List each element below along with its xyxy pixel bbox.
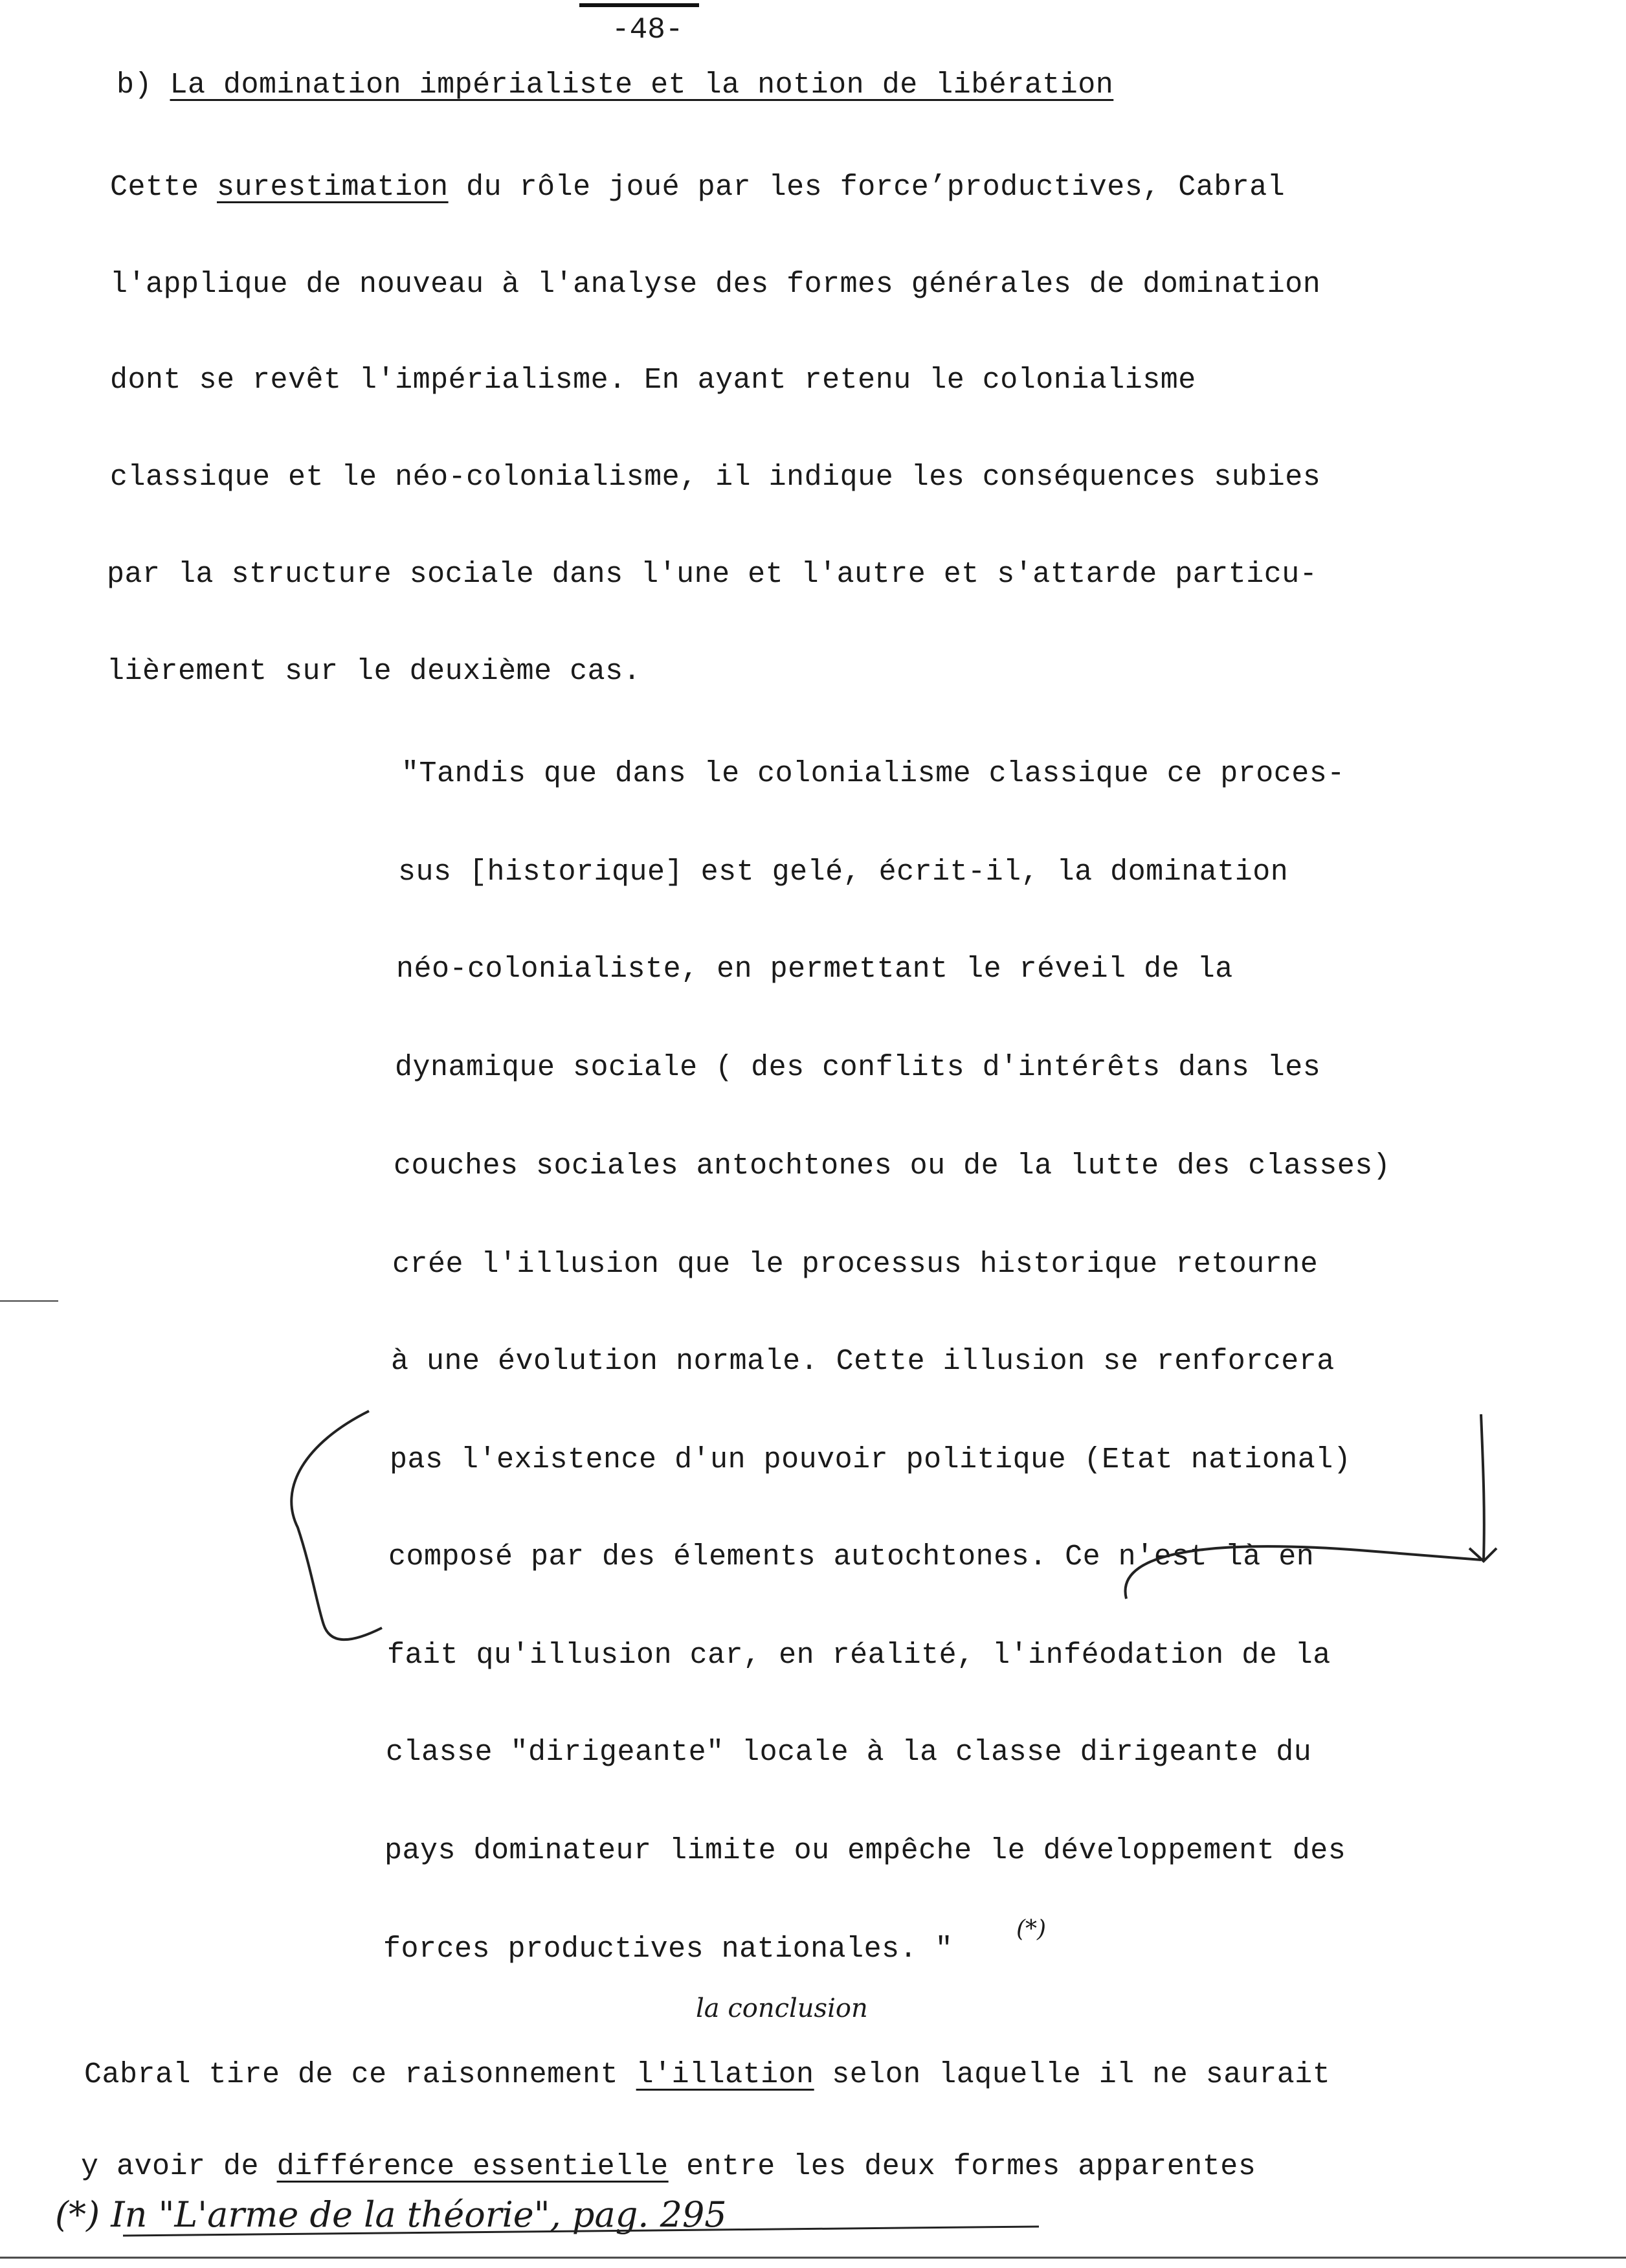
right-arrow-head — [1469, 1548, 1497, 1561]
underlined-word: l'illation — [636, 2058, 814, 2091]
handwritten-footnote: (*) In "L'arme de la théorie", pag. 295 — [55, 2194, 727, 2235]
quote-line-13: forces productives nationales. " — [383, 1933, 953, 1966]
paragraph-1-line-6: lièrement sur le deuxième cas. — [107, 655, 641, 688]
text-span: du rôle joué par les force’productives, Cabral — [448, 171, 1286, 204]
text-span: entre les deux formes apparentes — [668, 2150, 1256, 2183]
quote-line-7: à une évolution normale. Cette illusion se renforcera — [391, 1345, 1335, 1378]
quote-line-3: néo-colonialiste, en permettant le réveil de la — [396, 953, 1233, 986]
quote-line-1: "Tandis que dans le colonialisme classique ce proces- — [401, 757, 1345, 790]
quote-line-10: fait qu'illusion car, en réalité, l'inféodation de la — [387, 1639, 1331, 1672]
paragraph-2-line-1 — [84, 2057, 1330, 2093]
text-span: Cabral tire de ce raisonnement — [84, 2058, 636, 2091]
quote-line-5: couches sociales antochtones ou de la lutte des classes) — [394, 1150, 1391, 1183]
paragraph-1-line-1 — [110, 170, 1285, 206]
quote-line-6: crée l'illusion que le processus historique retourne — [392, 1248, 1319, 1281]
quote-line-4: dynamique sociale ( des conflits d'intérêts dans les — [395, 1051, 1321, 1084]
section-heading — [117, 67, 1113, 104]
underlined-phrase: différence essentielle — [276, 2150, 669, 2183]
quote-line-9: composé par des élements autochtones. Ce n'est là en — [388, 1540, 1315, 1573]
text-span: Cette — [110, 171, 217, 204]
underlined-word: surestimation — [217, 171, 449, 204]
handwritten-margin-note: la conclusion — [696, 1994, 868, 2023]
paragraph-1-line-3: dont se revêt l'impérialisme. En ayant retenu le colonialisme — [110, 364, 1196, 397]
text-span: y avoir de — [81, 2150, 277, 2183]
quote-line-12: pays dominateur limite ou empêche le développement des — [384, 1834, 1346, 1867]
left-bracket-mark — [291, 1411, 382, 1640]
heading-prefix: b) — [117, 69, 170, 102]
text-span: selon laquelle il ne saurait — [814, 2058, 1331, 2091]
paragraph-1-line-4: classique et le néo-colonialisme, il indique les conséquences subies — [110, 461, 1321, 494]
page-number: -48- — [612, 13, 684, 47]
paragraph-1-line-2: l'applique de nouveau à l'analyse des formes générales de domination — [110, 268, 1321, 301]
quote-line-11: classe "dirigeante" locale à la classe dirigeante du — [386, 1736, 1312, 1769]
quote-line-8: pas l'existence d'un pouvoir politique (Etat national) — [390, 1443, 1352, 1476]
paragraph-2-line-2 — [81, 2149, 1256, 2185]
paragraph-1-line-5: par la structure sociale dans l'une et l'autre et s'attarde particu- — [107, 558, 1318, 591]
right-arrow-line — [1481, 1414, 1484, 1560]
heading-text: La domination impérialiste et la notion de libération — [170, 69, 1114, 102]
footnote-marker: (*) — [1016, 1916, 1047, 1942]
quote-line-2: sus [historique] est gelé, écrit-il, la domination — [398, 856, 1289, 889]
